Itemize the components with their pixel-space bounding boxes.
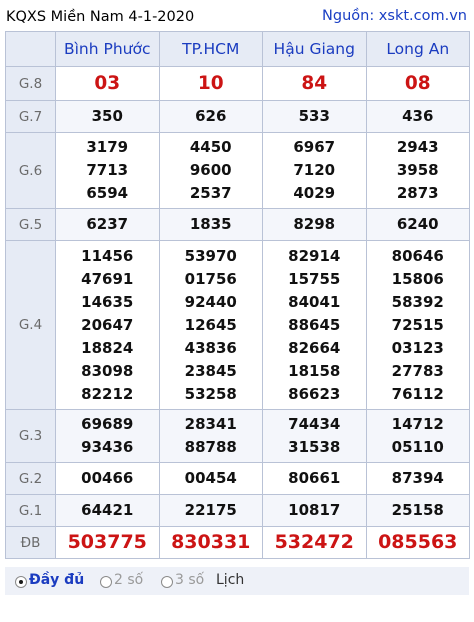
prize-number[interactable]: 88788: [184, 438, 237, 456]
prize-number[interactable]: 6240: [396, 215, 439, 233]
prize-cell: [366, 133, 470, 209]
prize-cell: [366, 67, 470, 101]
province-header-row: [6, 32, 470, 67]
prize-cell: [159, 209, 263, 241]
option-2-digits-label: 2 số: [114, 572, 144, 588]
prize-cell: [56, 463, 160, 495]
prize-number[interactable]: 28341: [184, 415, 237, 433]
corner-cell: [6, 32, 56, 67]
radio-icon: [100, 576, 112, 588]
prize-number[interactable]: 10: [197, 73, 224, 94]
prize-number[interactable]: 18158: [288, 361, 341, 380]
prize-row: [6, 527, 470, 559]
prize-cell: [56, 527, 160, 559]
prize-number[interactable]: 27783: [391, 361, 444, 380]
prize-row: [6, 241, 470, 410]
prize-number[interactable]: 08: [404, 73, 431, 94]
prize-number[interactable]: 15806: [391, 269, 444, 288]
page-title: KQXS Miền Nam 4-1-2020: [6, 9, 195, 25]
prize-number[interactable]: 69689: [81, 415, 134, 433]
prize-number[interactable]: 00466: [81, 469, 134, 487]
prize-number[interactable]: 1835: [189, 215, 232, 233]
prize-cell: [159, 495, 263, 527]
prize-number[interactable]: 2873: [396, 184, 439, 202]
province-long-an[interactable]: Long An: [366, 32, 470, 67]
prize-number[interactable]: 3179: [86, 138, 129, 156]
prize-number[interactable]: 80661: [288, 469, 341, 487]
prize-row: [6, 463, 470, 495]
prize-row: [6, 209, 470, 241]
prize-number[interactable]: 88645: [288, 315, 341, 334]
prize-cell: [159, 410, 263, 463]
prize-number[interactable]: 2537: [189, 184, 232, 202]
prize-cell: [366, 101, 470, 133]
prize-label: G.1: [6, 495, 56, 527]
prize-cell: [159, 67, 263, 101]
prize-cell: [263, 133, 367, 209]
prize-cell: [263, 527, 367, 559]
display-options-bar: [5, 567, 469, 595]
prize-label: G.8: [6, 67, 56, 101]
prize-cell: [366, 209, 470, 241]
prize-row: [6, 495, 470, 527]
prize-cell: [56, 209, 160, 241]
prize-number[interactable]: 11456: [81, 246, 134, 265]
prize-cell: [263, 101, 367, 133]
prize-label: G.6: [6, 133, 56, 209]
prize-number[interactable]: 8298: [293, 215, 336, 233]
prize-number[interactable]: 47691: [81, 269, 134, 288]
results-table: [5, 31, 470, 559]
prize-number[interactable]: 533: [298, 107, 330, 125]
prize-cell: [263, 410, 367, 463]
prize-number[interactable]: 86623: [288, 384, 341, 403]
prize-number[interactable]: 350: [91, 107, 123, 125]
prize-number[interactable]: 58392: [391, 292, 444, 311]
source-link[interactable]: Nguồn: xskt.com.vn: [322, 8, 467, 24]
prize-cell: [56, 241, 160, 410]
prize-number[interactable]: 4029: [293, 184, 336, 202]
prize-cell: [263, 463, 367, 495]
results-header: [5, 5, 469, 31]
prize-cell: [366, 463, 470, 495]
option-full[interactable]: [15, 572, 84, 588]
prize-number[interactable]: 01756: [184, 269, 237, 288]
prize-number[interactable]: 83098: [81, 361, 134, 380]
prize-row: [6, 410, 470, 463]
prize-number[interactable]: 82664: [288, 338, 341, 357]
prize-label: G.2: [6, 463, 56, 495]
prize-number[interactable]: 64421: [81, 501, 134, 519]
prize-number[interactable]: 6594: [86, 184, 129, 202]
prize-cell: [56, 133, 160, 209]
option-3-digits[interactable]: [161, 572, 204, 588]
prize-label: G.4: [6, 241, 56, 410]
prize-cell: [56, 101, 160, 133]
radio-icon: [161, 576, 173, 588]
calendar-link[interactable]: Lịch: [216, 572, 245, 588]
prize-number[interactable]: 92440: [184, 292, 237, 311]
prize-number[interactable]: 14635: [81, 292, 134, 311]
prize-number[interactable]: 532472: [274, 531, 354, 553]
prize-number[interactable]: 22175: [184, 501, 237, 519]
prize-label: G.5: [6, 209, 56, 241]
prize-cell: [366, 410, 470, 463]
prize-number[interactable]: 03: [94, 73, 121, 94]
prize-number[interactable]: 18824: [81, 338, 134, 357]
prize-number[interactable]: 6967: [293, 138, 336, 156]
prize-number[interactable]: 9600: [189, 161, 232, 179]
prize-number[interactable]: 31538: [288, 438, 341, 456]
prize-cell: [159, 101, 263, 133]
prize-number[interactable]: 82914: [288, 246, 341, 265]
prize-number[interactable]: 503775: [67, 531, 147, 553]
prize-number[interactable]: 830331: [171, 531, 251, 553]
prize-number[interactable]: 00454: [184, 469, 237, 487]
prize-label: G.7: [6, 101, 56, 133]
prize-row: [6, 67, 470, 101]
prize-cell: [366, 241, 470, 410]
option-3-digits-label: 3 số: [175, 572, 205, 588]
prize-cell: [263, 209, 367, 241]
prize-row: [6, 101, 470, 133]
option-2-digits[interactable]: [100, 572, 143, 588]
prize-number[interactable]: 84041: [288, 292, 341, 311]
prize-number[interactable]: 085563: [378, 531, 458, 553]
prize-number[interactable]: 25158: [391, 501, 444, 519]
prize-number[interactable]: 53258: [184, 384, 237, 403]
prize-number[interactable]: 7713: [86, 161, 129, 179]
prize-number[interactable]: 23845: [184, 361, 237, 380]
prize-number[interactable]: 20647: [81, 315, 134, 334]
option-full-label: Đầy đủ: [29, 572, 85, 588]
prize-cell: [366, 527, 470, 559]
prize-label: ĐB: [6, 527, 56, 559]
radio-selected-icon: [15, 576, 27, 588]
prize-number[interactable]: 05110: [391, 438, 444, 456]
prize-cell: [366, 495, 470, 527]
prize-number[interactable]: 84: [301, 73, 328, 94]
province-tphcm[interactable]: TP.HCM: [159, 32, 263, 67]
prize-number[interactable]: 3958: [396, 161, 439, 179]
prize-number[interactable]: 12645: [184, 315, 237, 334]
prize-number[interactable]: 7120: [293, 161, 336, 179]
province-binh-phuoc[interactable]: Bình Phước: [56, 32, 160, 67]
results-panel: [5, 5, 469, 588]
prize-number[interactable]: 53970: [184, 246, 237, 265]
prize-cell: [263, 241, 367, 410]
prize-cell: [56, 410, 160, 463]
prize-cell: [159, 133, 263, 209]
prize-number[interactable]: 10817: [288, 501, 341, 519]
prize-number[interactable]: 6237: [86, 215, 129, 233]
prize-number[interactable]: 436: [402, 107, 434, 125]
prize-number[interactable]: 76112: [391, 384, 444, 403]
prize-number[interactable]: 43836: [184, 338, 237, 357]
prize-cell: [263, 495, 367, 527]
prize-number[interactable]: 74434: [288, 415, 341, 433]
prize-number[interactable]: 2943: [396, 138, 439, 156]
province-hau-giang[interactable]: Hậu Giang: [263, 32, 367, 67]
prize-cell: [159, 241, 263, 410]
prize-number[interactable]: 80646: [391, 246, 444, 265]
prize-number[interactable]: 626: [195, 107, 227, 125]
prize-number[interactable]: 15755: [288, 269, 341, 288]
prize-cell: [159, 463, 263, 495]
prize-cell: [56, 67, 160, 101]
prize-cell: [159, 527, 263, 559]
prize-number[interactable]: 82212: [81, 384, 134, 403]
prize-number[interactable]: 03123: [391, 338, 444, 357]
prize-number[interactable]: 93436: [81, 438, 134, 456]
prize-number[interactable]: 72515: [391, 315, 444, 334]
prize-number[interactable]: 14712: [391, 415, 444, 433]
prize-number[interactable]: 87394: [391, 469, 444, 487]
prize-label: G.3: [6, 410, 56, 463]
prize-row: [6, 133, 470, 209]
prize-cell: [56, 495, 160, 527]
prize-number[interactable]: 4450: [189, 138, 232, 156]
prize-cell: [263, 67, 367, 101]
